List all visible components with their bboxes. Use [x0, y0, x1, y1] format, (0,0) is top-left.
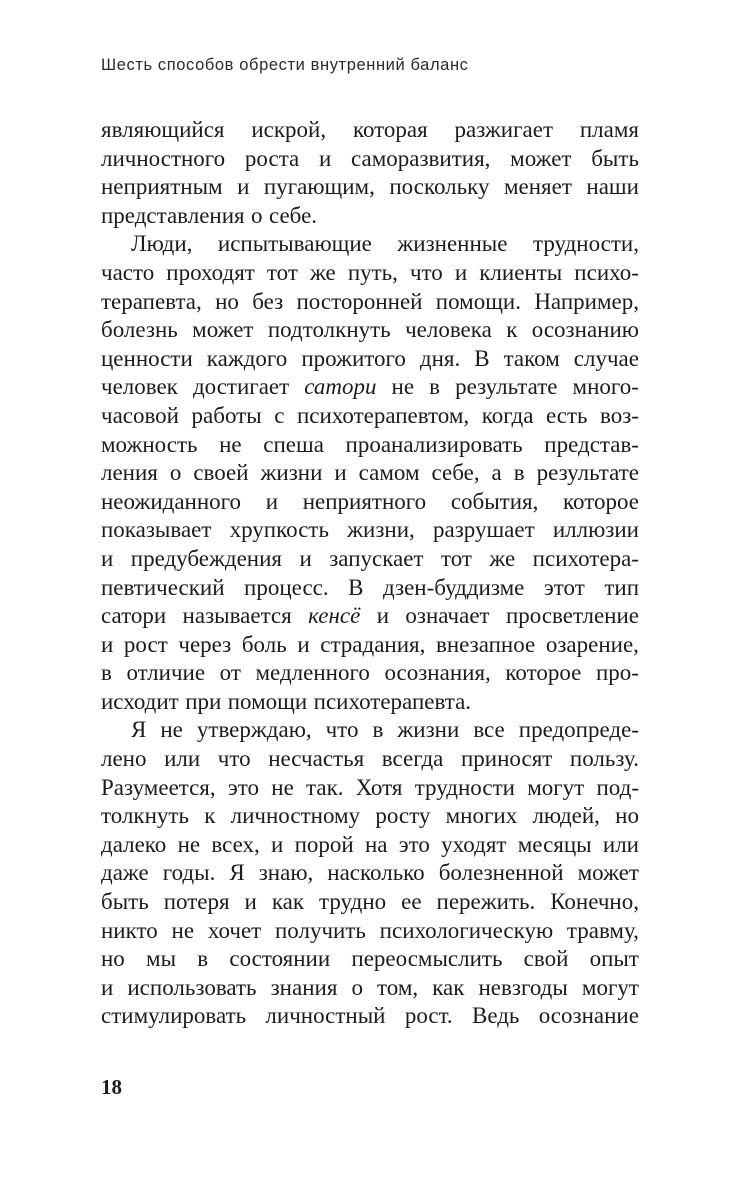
word: Люди,	[131, 231, 193, 257]
text-line	[101, 745, 639, 774]
word: тип	[604, 574, 639, 600]
word: к	[204, 803, 216, 829]
word: запускает	[329, 545, 424, 571]
word: Я	[229, 860, 245, 886]
text-line	[101, 1002, 639, 1031]
word: что	[217, 746, 251, 772]
word: подтолкнуть	[267, 317, 391, 343]
text-line	[101, 316, 639, 345]
text-line	[101, 688, 639, 717]
word: использовать	[127, 974, 257, 1000]
text-line	[101, 145, 639, 174]
word: в	[197, 946, 209, 972]
word: и	[237, 174, 250, 200]
word: рост.	[404, 1003, 453, 1029]
word: а	[491, 460, 502, 486]
word: события,	[450, 488, 539, 514]
word: страдания,	[320, 631, 426, 657]
word: толкнуть	[101, 803, 189, 829]
word: результате	[536, 460, 639, 486]
word: неприятного	[302, 488, 427, 514]
text-line	[101, 888, 639, 917]
text-line	[101, 574, 639, 603]
word: человека	[405, 317, 492, 343]
word: предопреде-	[518, 717, 639, 743]
word: которая	[352, 117, 428, 142]
word: в	[372, 717, 384, 743]
word: не	[160, 717, 183, 743]
text-line	[101, 602, 639, 631]
word: могут	[581, 974, 639, 1000]
text-line	[101, 230, 639, 259]
word: исходит	[101, 688, 179, 714]
word: свой	[523, 946, 569, 972]
word: В	[348, 574, 364, 600]
word: кенсё	[308, 603, 361, 629]
text-line	[101, 945, 639, 974]
word: росту	[375, 803, 431, 829]
word: ее	[401, 889, 422, 915]
word: личностный	[265, 1003, 386, 1029]
word: проанализировать	[345, 431, 523, 457]
word: саморазвития,	[351, 145, 491, 171]
word: пугающим,	[263, 174, 375, 200]
word: таком	[503, 345, 560, 371]
word: не	[171, 917, 195, 943]
text-line	[101, 402, 639, 431]
word: и	[318, 145, 332, 171]
text-line	[101, 202, 639, 231]
word: как	[271, 889, 305, 915]
text-line	[101, 917, 639, 946]
word: трудности	[414, 774, 515, 800]
word: ценности	[101, 345, 193, 371]
word: знания	[270, 974, 338, 1000]
word: далеко	[101, 831, 167, 857]
word: называется	[182, 603, 292, 629]
word: или	[602, 831, 639, 857]
word: и	[101, 974, 114, 1000]
word: Ведь	[471, 1003, 520, 1029]
text-line	[101, 345, 639, 374]
word: может	[192, 317, 254, 343]
word: разжигает	[454, 117, 554, 142]
word: воз-	[600, 402, 639, 428]
word: этот	[543, 574, 585, 600]
word: прожитого	[301, 345, 406, 371]
word: насколько	[327, 860, 425, 886]
word: но	[215, 288, 239, 314]
word: это	[227, 774, 260, 800]
word: никто	[101, 917, 158, 943]
text-line	[101, 288, 639, 317]
word: быть	[101, 889, 149, 915]
word: клиенты	[479, 259, 563, 285]
word: мы	[146, 946, 177, 972]
text-line	[101, 488, 639, 517]
text-line	[101, 516, 639, 545]
word: случае	[573, 345, 639, 371]
word: через	[178, 631, 232, 657]
word: получить	[274, 917, 366, 943]
word: которое	[563, 488, 639, 514]
word: когда	[481, 402, 534, 428]
word: и	[454, 259, 468, 285]
word: Хотя	[355, 774, 403, 800]
word: психо-	[574, 259, 639, 285]
word: результате	[455, 374, 558, 400]
word: всегда	[381, 746, 444, 772]
text-line	[101, 259, 639, 288]
word: на	[364, 831, 388, 857]
word: болезнь	[101, 317, 178, 343]
word: рост	[123, 631, 168, 657]
word: психотерапевта.	[313, 688, 472, 714]
word: В	[474, 345, 490, 371]
word: процесс.	[244, 574, 329, 600]
word: и	[376, 603, 389, 629]
word: месяцы	[517, 831, 592, 857]
word: могут	[527, 774, 585, 800]
word: осознания,	[384, 660, 491, 686]
word: сатори	[304, 374, 377, 400]
word: сатори	[101, 603, 167, 629]
word: многих	[445, 803, 518, 829]
text-line	[101, 659, 639, 688]
page-number: 18	[101, 1075, 122, 1099]
word: спеша	[263, 431, 324, 457]
word: и	[265, 488, 279, 514]
word: как	[432, 974, 465, 1000]
text-line	[101, 431, 639, 460]
word: и	[299, 545, 312, 571]
text-line	[101, 631, 639, 660]
word: переосмыслить	[351, 946, 503, 972]
word: хрупкость	[229, 517, 329, 543]
word: часовой	[101, 402, 179, 428]
word: пользу.	[569, 746, 639, 772]
word: может	[577, 860, 639, 886]
word: утверждаю,	[196, 717, 312, 743]
word: разрушает	[432, 517, 535, 543]
text-line	[101, 173, 639, 202]
word: это	[398, 831, 430, 857]
word: и	[244, 889, 257, 915]
word: Я	[131, 717, 147, 743]
word: не	[391, 374, 415, 400]
word: означает	[405, 603, 490, 629]
word: годы.	[162, 860, 216, 886]
word: но	[615, 803, 639, 829]
word: тот	[266, 259, 298, 285]
word: помощи.	[435, 288, 521, 314]
word: опыт	[589, 946, 639, 972]
word: человек	[101, 374, 178, 400]
word: озарение,	[545, 631, 639, 657]
word: без	[252, 288, 284, 314]
text-line	[101, 545, 639, 574]
word: невзгоды	[478, 974, 568, 1000]
word: ления	[101, 460, 158, 486]
word: отличие	[126, 660, 206, 686]
word: боль	[241, 631, 287, 657]
word: Разумеется,	[101, 774, 216, 800]
word: меняет	[503, 174, 572, 200]
word: и	[101, 545, 114, 571]
word: трудно	[319, 889, 387, 915]
word: о	[251, 202, 263, 228]
word: дня.	[419, 345, 461, 371]
word: психотера-	[532, 545, 639, 571]
word: уходят	[441, 831, 507, 857]
word: себе.	[268, 202, 318, 228]
text-line	[101, 116, 639, 145]
word: своей	[193, 460, 249, 486]
word: людей,	[532, 803, 600, 829]
word: в	[513, 460, 525, 486]
word: и	[101, 631, 114, 657]
word: путь,	[347, 259, 398, 285]
word: неприятным	[101, 174, 223, 200]
word: жизни	[260, 460, 323, 486]
text-line	[101, 831, 639, 860]
word: приносят	[460, 746, 553, 772]
word: же	[489, 545, 516, 571]
word: состоянии	[229, 946, 331, 972]
word: представ-	[544, 431, 639, 457]
word: все	[473, 717, 505, 743]
word: много-	[572, 374, 639, 400]
word: неожиданного	[101, 488, 242, 514]
word: знаю,	[258, 860, 314, 886]
word: проходят	[166, 259, 255, 285]
word: что	[409, 259, 443, 285]
word: стимулировать	[101, 1003, 247, 1029]
word: часто	[101, 259, 155, 285]
word: показывает	[101, 517, 212, 543]
word: жизненные	[397, 231, 508, 257]
word: наши	[586, 174, 639, 200]
word: может	[510, 145, 572, 171]
word: которое	[505, 660, 582, 686]
word: жизни,	[347, 517, 415, 543]
word: быть	[591, 145, 639, 171]
word: что	[325, 717, 359, 743]
word: от	[219, 660, 241, 686]
word: не	[219, 431, 242, 457]
text-line	[101, 859, 639, 888]
text-line	[101, 802, 639, 831]
text-line	[101, 459, 639, 488]
word: травму,	[566, 917, 639, 943]
word: искрой,	[251, 117, 327, 142]
word: или	[164, 746, 201, 772]
word: но	[101, 946, 125, 972]
word: потеря	[163, 889, 230, 915]
word: являющийся	[101, 117, 225, 142]
word: в	[429, 374, 441, 400]
word: том,	[377, 974, 419, 1000]
word: просветление	[505, 603, 639, 629]
word: осознанию	[531, 317, 639, 343]
word: есть	[545, 402, 588, 428]
word: можность	[101, 431, 198, 457]
word: дзен-буддизме	[383, 574, 525, 600]
word: даже	[101, 860, 149, 886]
word: под-	[596, 774, 639, 800]
word: медленного	[255, 660, 370, 686]
word: психологическую	[379, 917, 554, 943]
word: жизни	[397, 717, 460, 743]
word: при	[185, 688, 222, 714]
word: представления	[101, 202, 245, 228]
word: о	[169, 460, 182, 486]
word: предубеждения	[130, 545, 282, 571]
word: и	[297, 631, 310, 657]
word: осознание	[538, 1003, 639, 1029]
text-line	[101, 774, 639, 803]
word: поскольку	[389, 174, 490, 200]
word: Например,	[534, 288, 639, 314]
word: не	[177, 831, 201, 857]
word: терапевта,	[101, 288, 202, 314]
word: порой	[294, 831, 354, 857]
word: посторонней	[296, 288, 423, 314]
word: внезапное	[435, 631, 536, 657]
word: так.	[306, 774, 344, 800]
word: пламя	[579, 117, 639, 142]
word: достигает	[192, 374, 290, 400]
word: с	[274, 402, 285, 428]
word: и	[334, 460, 347, 486]
running-head: Шесть способов обрести внутренний баланс	[101, 56, 469, 74]
word: же	[309, 259, 336, 285]
word: пережить.	[436, 889, 536, 915]
body-text	[101, 116, 639, 1031]
text-line	[101, 373, 639, 402]
word: и	[271, 831, 284, 857]
word: роста	[244, 145, 300, 171]
word: личностного	[101, 145, 226, 171]
word: иллюзии	[552, 517, 639, 543]
word: про-	[595, 660, 639, 686]
word: психотерапевтом,	[296, 402, 470, 428]
word: болезненной	[438, 860, 564, 886]
text-line	[101, 974, 639, 1003]
word: каждого	[206, 345, 288, 371]
word: помощи	[227, 688, 308, 714]
word: певтический	[101, 574, 225, 600]
word: трудности,	[532, 231, 639, 257]
word: самом	[358, 460, 420, 486]
word: личностному	[230, 803, 361, 829]
word: в	[101, 660, 112, 686]
word: хочет	[207, 917, 262, 943]
word: к	[506, 317, 518, 343]
word: несчастья	[268, 746, 365, 772]
word: работы	[191, 402, 262, 428]
word: лено	[101, 746, 147, 772]
word: себе,	[431, 460, 480, 486]
word: Конечно,	[550, 889, 639, 915]
word: о	[351, 974, 363, 1000]
word: тот	[440, 545, 472, 571]
word: всех,	[211, 831, 260, 857]
word: не	[271, 774, 294, 800]
word: испытывающие	[217, 231, 372, 257]
text-line	[101, 716, 639, 745]
